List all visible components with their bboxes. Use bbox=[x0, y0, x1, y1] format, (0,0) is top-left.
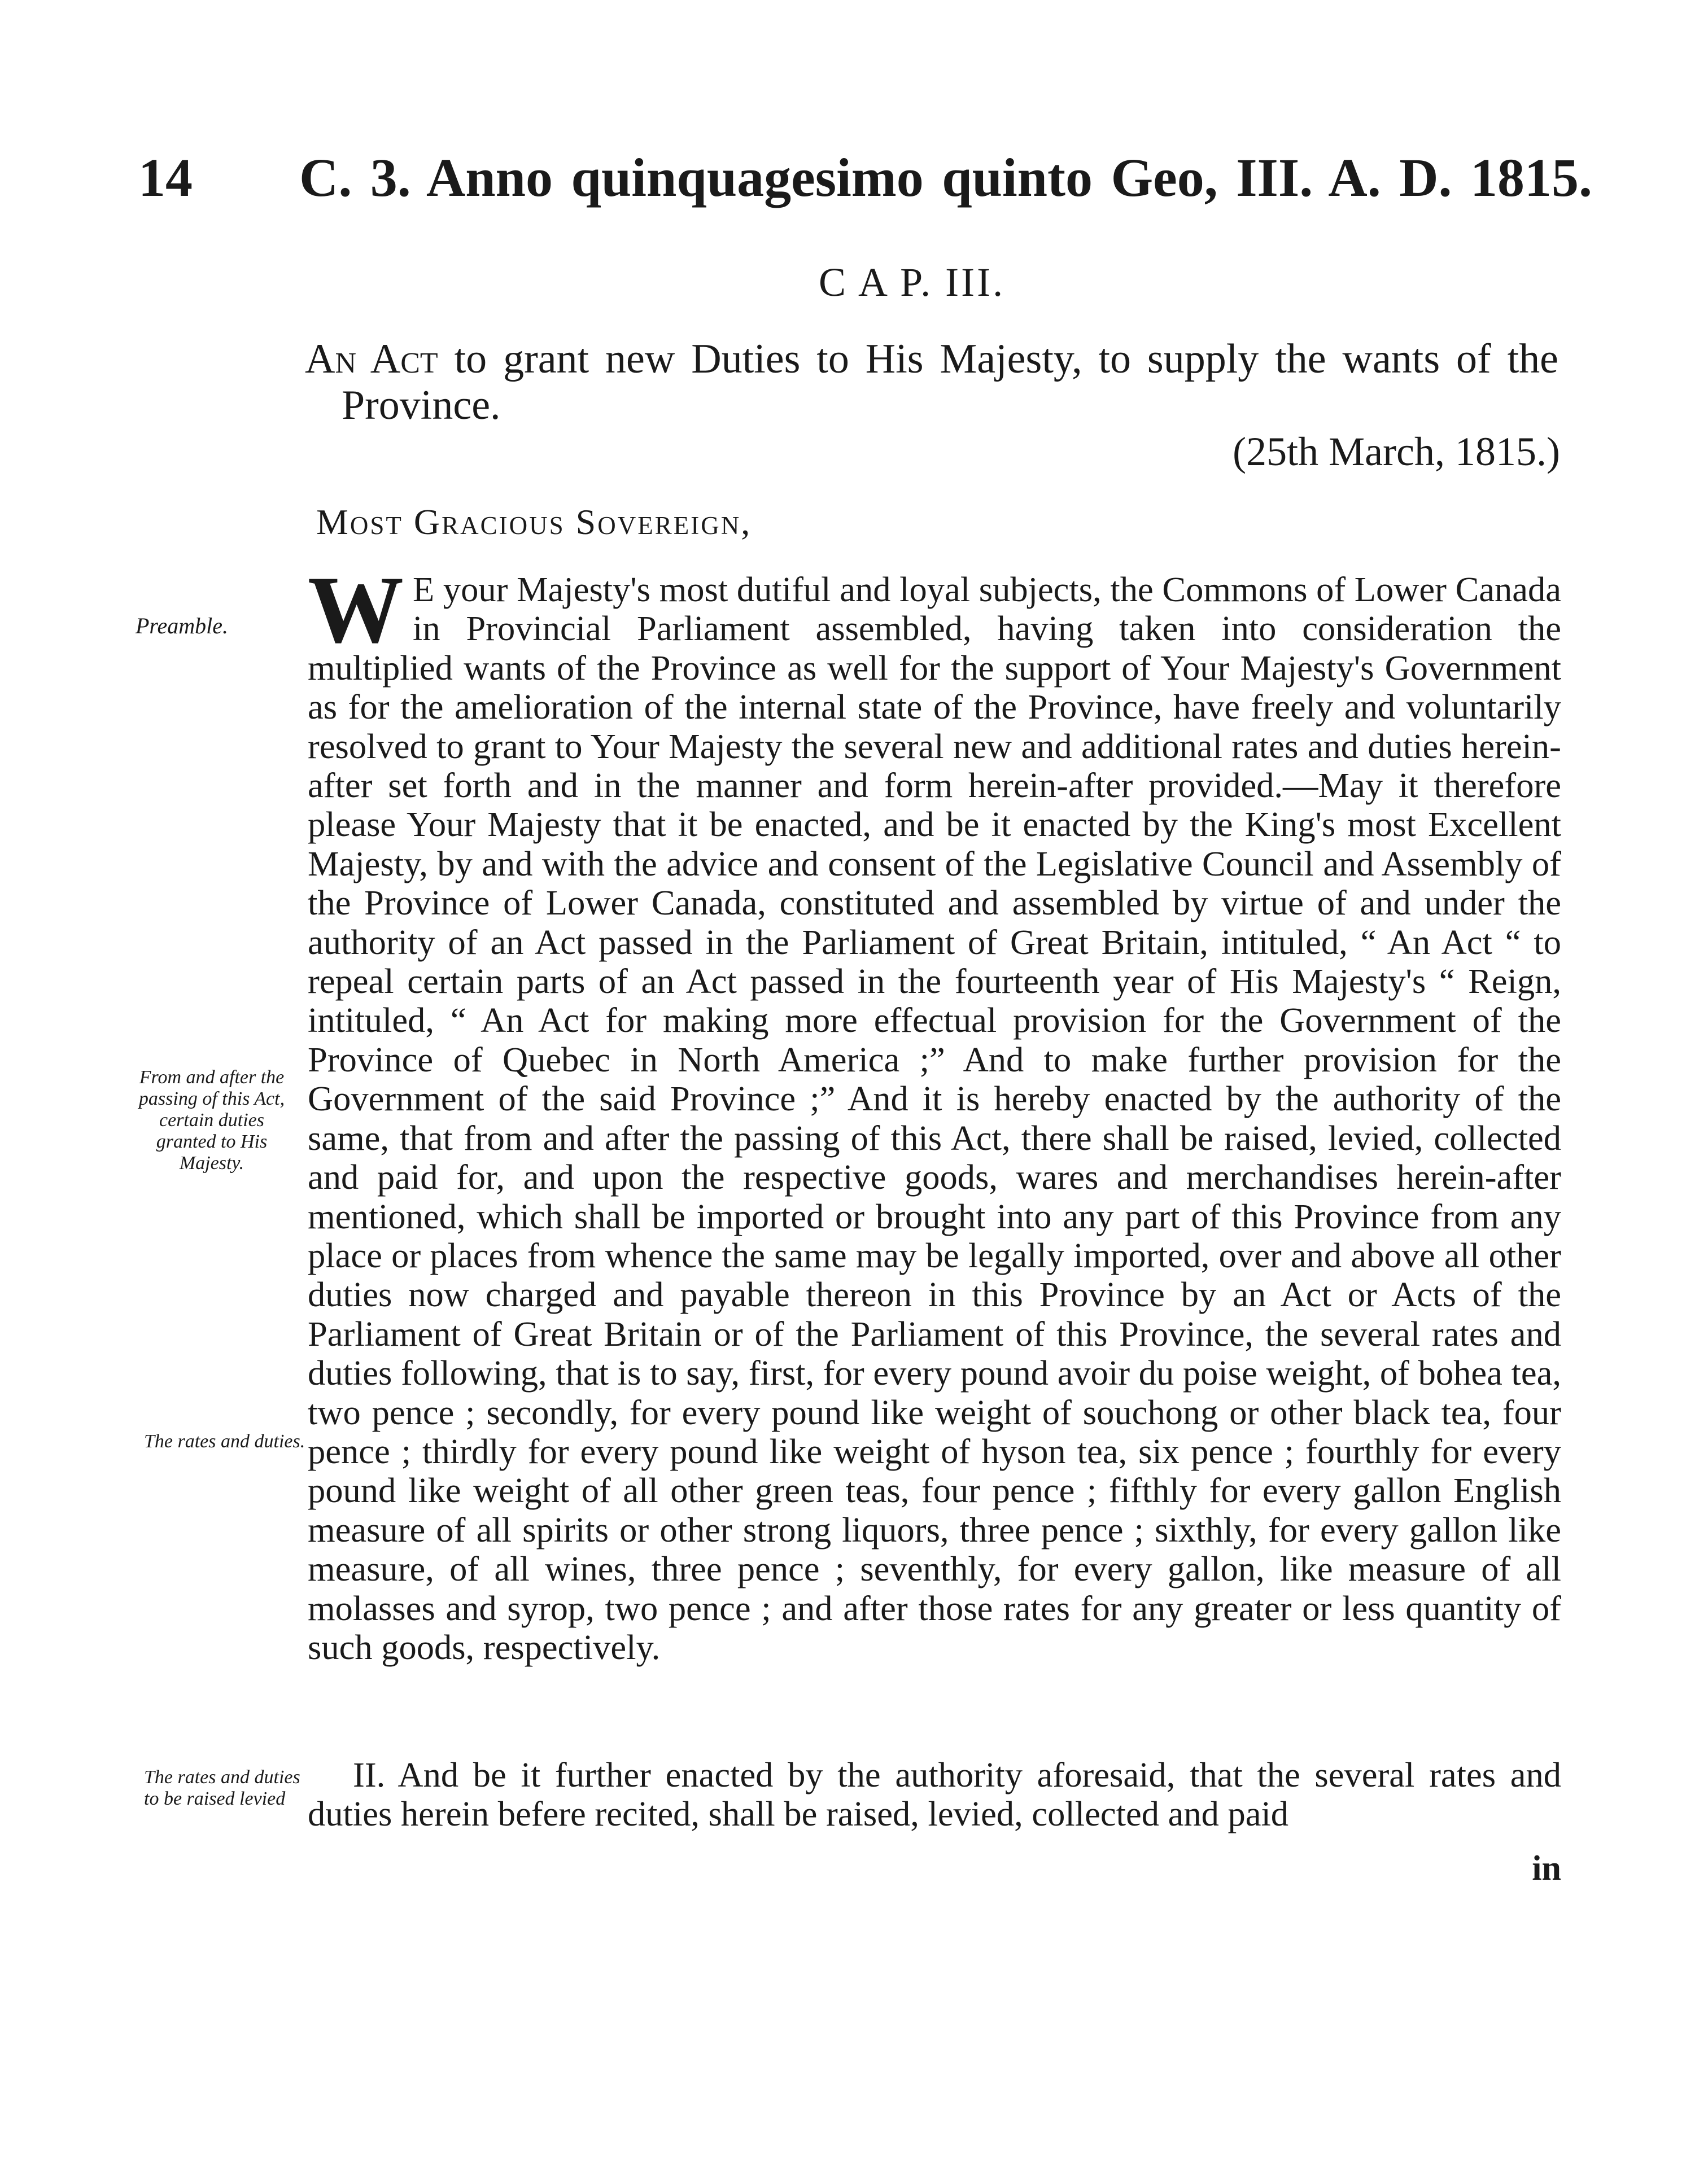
act-title bbox=[305, 336, 1558, 428]
preamble-paragraph bbox=[308, 557, 1561, 1667]
running-title: C. 3. Anno quinquagesimo quinto Geo, III. A. D. 1815. bbox=[299, 147, 1592, 208]
margin-note-rates-and-duties: The rates and duties. bbox=[144, 1431, 305, 1452]
margin-note-preamble: Preamble. bbox=[136, 613, 229, 638]
preamble-text: E your Majesty's most dutiful and loyal subjects, the Commons of Lower Canada in Provincial Parliament assembled, having taken into consideration the multiplied wants of the Province as well for the support of Your Majesty's Government as for the amelioration of the internal state of the Province, have freely and voluntarily resolved to grant to Your Majesty the several new and additional rates and duties herein-after set forth and in the manner and form herein-after provided.—May it therefore please Your Majesty that it be enacted, and be it enacted by the King's most Excellent Majesty, by and with the advice and consent of the Legislative Council and Assembly of the Province of Lower Canada, constituted and assembled by virtue of and under the authority of an Act passed in the Parliament of Great Britain, intituled, “ An Act “ to repeal certain parts of an Act passed in the fourteenth year of His Majesty's “ Reign, intituled, “ An Act for making more effectual provision for the Government of the Province of Quebec in North America ;” And to make further provision for the Government of the said Province ;” And it is hereby enacted by the authority of the same, that from and after the passing of this Act, there shall be raised, levied, collected and paid for, and upon the respective goods, wares and merchandises herein-after mentioned, which shall be imported or brought into any part of this Province from any place or places from whence the same may be legally imported, over and above all other duties now charged and payable thereon in this Province by an Act or Acts of the Parliament of Great Britain or of the Parliament of this Province, the several rates and duties following, that is to say, first, for every pound avoir du poise weight, of bohea tea, two pence ; secondly, for every pound like weight of souchong or other black tea, four pence ; thirdly for every pound like weight of hyson tea, six pence ; fourthly for every pound like weight of all other green teas, four pence ; fifthly for every gallon English measure of all spirits or other strong liquors, three pence ; sixthly, for every gallon like measure, of all wines, three pence ; seventhly, for every gallon, like measure of all molasses and syrop, two pence ; and after those rates for any greater or less quantity of such goods, respectively. bbox=[308, 570, 1561, 1667]
act-title-line-2: Province. bbox=[342, 382, 501, 428]
page-number: 14 bbox=[138, 147, 193, 208]
section-2-paragraph bbox=[308, 1756, 1561, 1834]
salutation: Most Gracious Sovereign, bbox=[316, 502, 752, 542]
act-date: (25th March, 1815.) bbox=[1233, 429, 1560, 474]
drop-cap: W bbox=[308, 557, 404, 663]
section-2-text: II. And be it further enacted by the authority aforesaid, that the several rates and duties herein befere recited, shall be raised, levied, collected and paid bbox=[308, 1755, 1561, 1834]
catchword: in bbox=[1532, 1849, 1561, 1888]
running-head bbox=[138, 141, 1592, 215]
act-title-lead: An Act bbox=[305, 336, 438, 382]
margin-note-from-and-after: From and after the passing of this Act, certain duties granted to His Majesty. bbox=[138, 1067, 285, 1174]
margin-note-rates-raised: The rates and duties to be raised levied bbox=[144, 1767, 300, 1809]
act-title-line-1 bbox=[305, 336, 1558, 382]
chapter-heading: C A P. III. bbox=[819, 260, 1006, 305]
act-title-line-1-rest: to grant new Duties to His Majesty, to supply the wants of the bbox=[454, 336, 1558, 382]
